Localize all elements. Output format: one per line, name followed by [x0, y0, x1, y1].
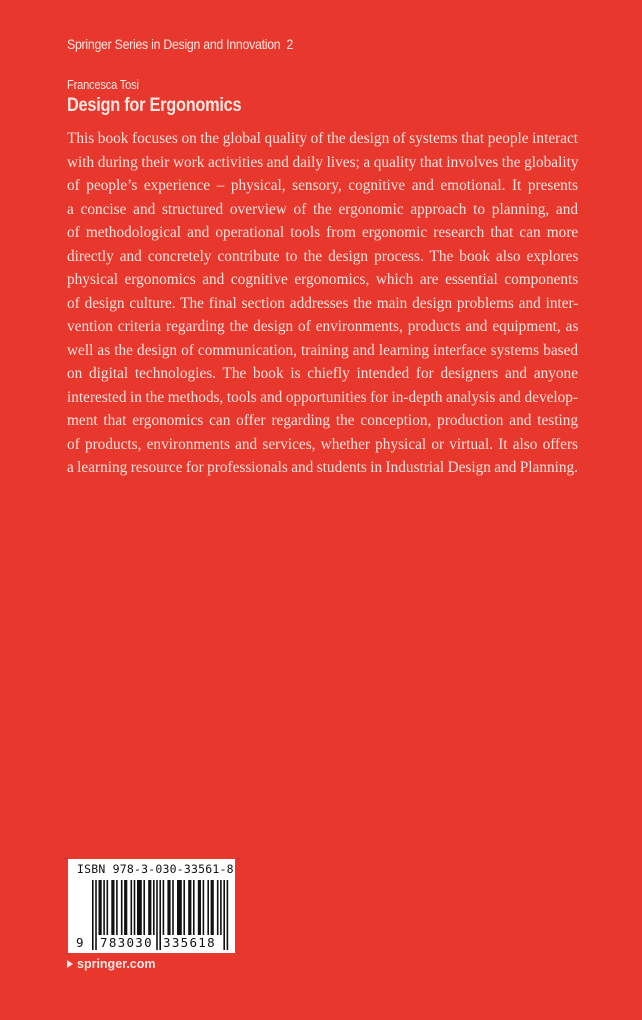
description-line: directly and concretely contribute to the design process. The book also explores — [67, 247, 579, 265]
description-line: a learning resource for professionals and students in Industrial Design and Planning. — [67, 459, 578, 476]
description-line: of methodological and operational tools from ergonomic research that can more — [67, 224, 579, 241]
barcode-digits-left: 783030 — [100, 935, 153, 950]
description-line: interested in the methods, tools and opportunities for in-depth analysis and develop- — [67, 388, 579, 406]
book-description — [67, 127, 578, 480]
book-title: Design for Ergonomics — [67, 95, 242, 116]
series-name: Springer Series in Design and Innovation — [67, 36, 281, 52]
description-line: a concise and structured overview of the ergonomic approach to planning, and — [67, 200, 578, 218]
description-line: This book focuses on the global quality of the design of systems that people interact — [67, 130, 579, 147]
description-line: on digital technologies. The book is chiefly intended for designers and anyone — [67, 365, 578, 382]
author-name: Francesca Tosi — [67, 77, 139, 92]
description-line: ment that ergonomics can offer regarding the conception, production and testing — [67, 412, 578, 429]
springer-link-text[interactable]: springer.com — [77, 957, 156, 971]
barcode-digit-first: 9 — [76, 935, 84, 950]
barcode-digits-right: 335618 — [163, 935, 216, 950]
description-line: physical ergonomics and cognitive ergonomics, which are essential components — [67, 271, 579, 288]
series-number: 2 — [286, 36, 294, 52]
barcode-digits — [68, 935, 235, 951]
isbn-label: ISBN 978-3-030-33561-8 — [77, 862, 234, 876]
description-line: vention criteria regarding the design of environments, products and equipment, as — [67, 318, 579, 335]
isbn-barcode-box — [68, 859, 235, 953]
description-line: with during their work activities and daily lives; a quality that involves the globality — [67, 153, 579, 171]
description-line: of people’s experience – physical, sensory, cognitive and emotional. It presents — [67, 177, 578, 194]
triangle-right-icon — [67, 960, 73, 968]
springer-website-link[interactable] — [67, 957, 156, 971]
description-line: of products, environments and services, whether physical or virtual. It also offers — [67, 435, 578, 453]
series-line — [67, 36, 293, 52]
description-line: well as the design of communication, training and learning interface systems based — [67, 341, 579, 359]
description-line: of design culture. The final section addresses the main design problems and inter- — [67, 294, 579, 312]
